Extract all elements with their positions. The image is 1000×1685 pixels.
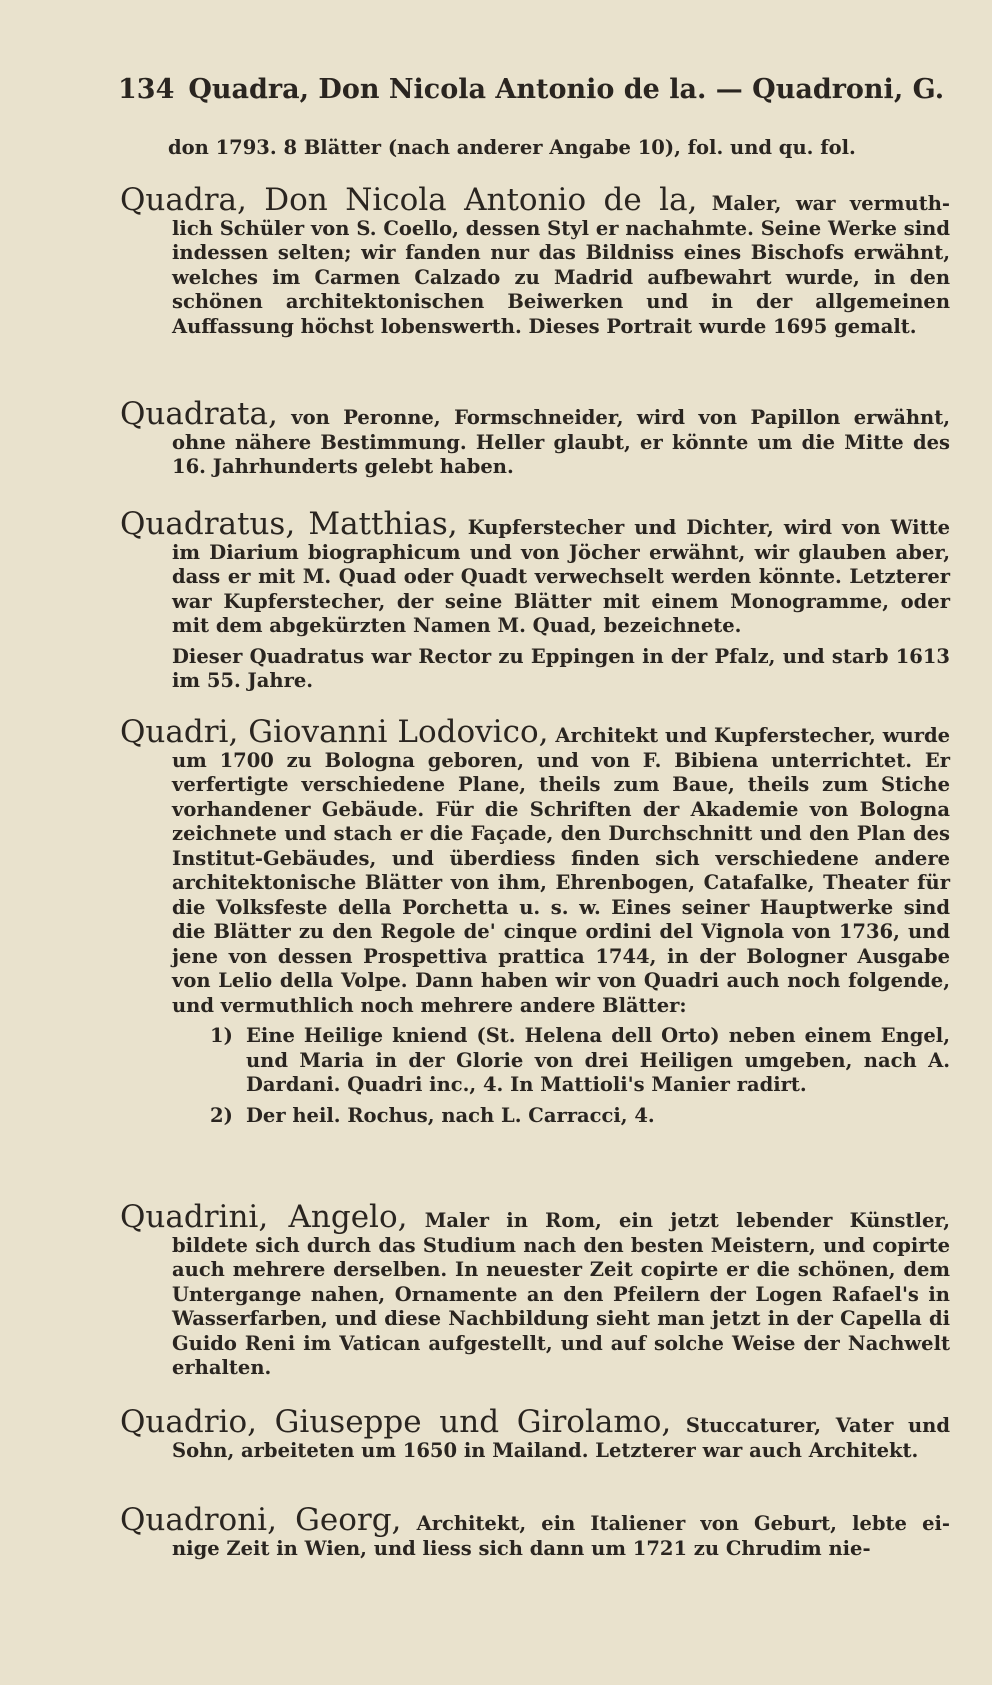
- list-item-text: Der heil. Rochus, nach L. Carracci, 4.: [246, 1103, 655, 1127]
- entry-first-line: [120, 714, 951, 750]
- entry-body: ohne nähere Bestimmung. Heller glaubt, er könnte um die Mitte des 16. Jahrhunderts gelebt haben.: [172, 430, 950, 478]
- entry-first-line-text: Architekt, ein Italiener von Geburt, lebte ei-: [416, 1512, 950, 1535]
- entry-quadri: [120, 714, 951, 1128]
- entry-first-line-text: Architekt und Kupferstecher, wurde: [555, 724, 951, 747]
- entry-first-line: [120, 182, 950, 218]
- list-item: [210, 1024, 950, 1098]
- entry-first-line-text: Maler, war vermuth-: [711, 192, 950, 215]
- entry-headword: Quadrini, Angelo,: [120, 1199, 408, 1235]
- entry-body: um 1700 zu Bologna geboren, und von F. Bibiena unterrichtet. Er verfertigte verschiedene Plane, theils zum Baue, theils zum Stiche vorhandener Gebäude. Für die Schriften der Akademie von Bologna zeichnete und stach er die Façade, den Durchschnitt und den Plan des Institut-Gebäudes, und überdiess finden sich verschiedene andere architektonische Blätter von ihm, Ehrenbogen, Catafalke, Theater für die Volksfeste della Porchetta u. s. w. Eines seiner Hauptwerke sind die Blätter zu den Regole de' cinque ordini del Vignola von 1736, und jene von dessen Prospettiva prattica 1744, in der Bologner Ausgabe von Lelio della Volpe. Dann haben wir von Quadri auch noch folgende, und vermuthlich noch mehrere andere Blätter:: [172, 748, 950, 1017]
- entry-body: nige Zeit in Wien, und liess sich dann um 1721 zu Chrudim nie-: [172, 1536, 871, 1560]
- entry-first-line-text: Kupferstecher und Dichter, wird von Witte: [467, 516, 951, 539]
- entry-headword: Quadratus, Matthias,: [120, 506, 458, 542]
- page-number: 134: [118, 74, 175, 105]
- entry-quadratus: [120, 506, 951, 694]
- entry-first-line: [120, 1502, 950, 1538]
- running-title: Quadra, Don Nicola Antonio de la. — Quadroni, G.: [188, 74, 945, 105]
- list-item-number: 1): [210, 1024, 233, 1047]
- entry-quadrata: [120, 396, 950, 480]
- entry-body: im Diarium biographicum und von Jöcher erwähnt, wir glauben aber, dass er mit M. Quad oder Quadt verwechselt werden könnte. Letzterer war Kupferstecher, der seine Blätter mit einem Monogramme, oder mit dem abgekürzten Namen M. Quad, bezeichnete.: [172, 540, 950, 637]
- entry-first-line-text: von Peronne, Formschneider, wird von Papillon erwähnt,: [291, 406, 950, 429]
- entry-first-line: [120, 1404, 950, 1440]
- entry-quadrio: [120, 1404, 950, 1463]
- entry-headword: Quadri, Giovanni Lodovico,: [120, 714, 549, 750]
- entry-quadra: [120, 182, 950, 339]
- continuation-text: don 1793. 8 Blätter (nach anderer Angabe 10), fol. und qu. fol.: [168, 136, 856, 159]
- entry-body: bildete sich durch das Studium nach den besten Meistern, und copirte auch mehrere derselben. In neuester Zeit copirte er die schönen, dem Untergange nahen, Ornamente an den Pfeilern der Logen Rafael's in Wasserfarben, und diese Nachbildung sieht man jetzt in der Capella di Guido Reni im Vatican aufgestellt, und auf solche Weise der Nachwelt erhalten.: [172, 1233, 950, 1379]
- entry-first-line: [120, 396, 950, 432]
- entry-headword: Quadrio, Giuseppe und Girolamo,: [120, 1404, 672, 1440]
- entry-first-line-text: Stuccaturer, Vater und: [685, 1414, 950, 1437]
- running-header: [118, 74, 945, 105]
- entry-body: lich Schüler von S. Coello, dessen Styl er nachahmte. Seine Werke sind indessen selten; wir fanden nur das Bildniss eines Bischofs erwähnt, welches im Carmen Calzado zu Madrid aufbewahrt wurde, in den schönen architektonischen Beiwerken und in der allgemeinen Auffassung höchst lobenswerth. Dieses Portrait wurde 1695 gemalt.: [172, 216, 950, 338]
- entry-first-line-text: Maler in Rom, ein jetzt lebender Künstler,: [424, 1209, 950, 1232]
- entry-body: Sohn, arbeiteten um 1650 in Mailand. Letzterer war auch Architekt.: [172, 1438, 919, 1462]
- entry-first-line: [120, 506, 951, 542]
- entry-quadrini: [120, 1199, 950, 1381]
- entry-body-paragraph: Dieser Quadratus war Rector zu Eppingen in der Pfalz, und starb 1613 im 55. Jahre.: [172, 644, 950, 692]
- entry-first-line: [120, 1199, 950, 1235]
- list-item-text: Eine Heilige kniend (St. Helena dell Orto) neben einem Engel, und Maria in der Glorie von drei Heiligen umgeben, nach A. Dardani. Quadri inc., 4. In Mattioli's Manier radirt.: [246, 1024, 950, 1096]
- entry-headword: Quadroni, Georg,: [120, 1502, 402, 1538]
- entry-quadroni: [120, 1502, 950, 1561]
- entry-headword: Quadra, Don Nicola Antonio de la,: [120, 182, 698, 218]
- list-item-number: 2): [210, 1103, 233, 1127]
- list-item: [210, 1104, 950, 1129]
- entry-headword: Quadrata,: [120, 396, 278, 432]
